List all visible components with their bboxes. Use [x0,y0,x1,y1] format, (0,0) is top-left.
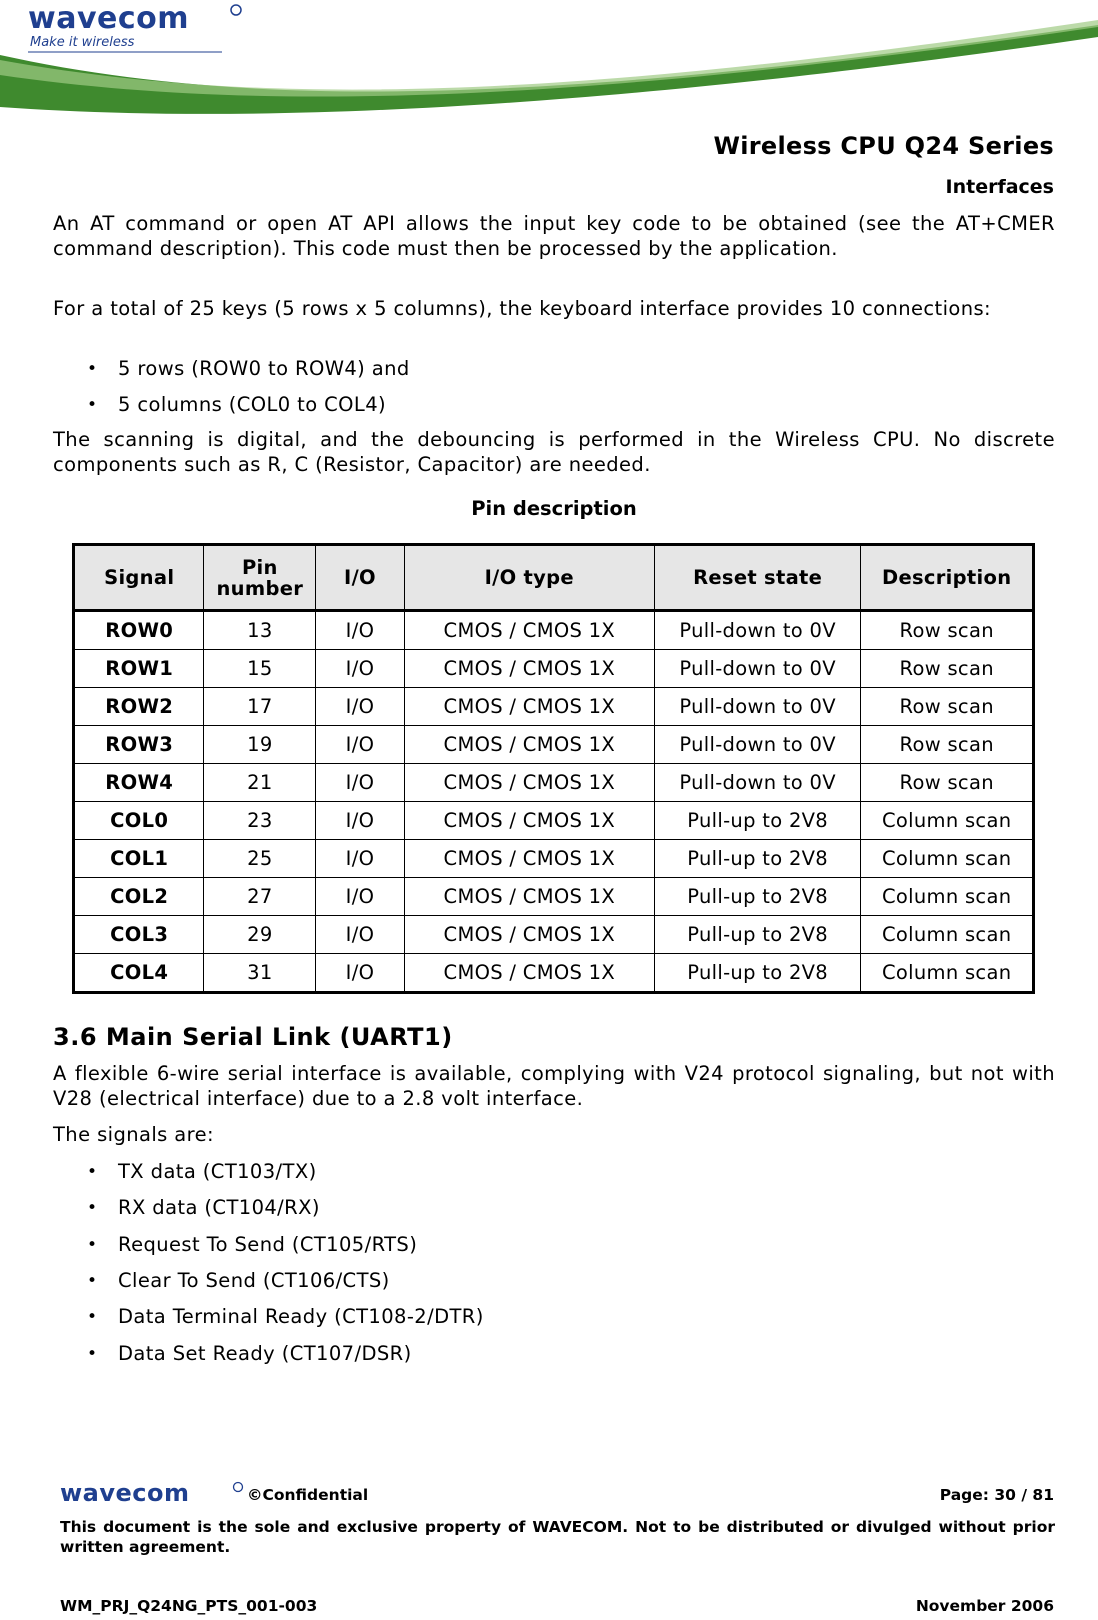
table-row [74,726,1034,764]
table-cell: I/O [316,726,404,764]
table-cell: 31 [204,954,316,993]
table-cell: 13 [204,611,316,650]
table-caption: Pin description [471,497,637,520]
header-swoosh [0,15,1098,135]
column-header: Reset state [654,545,861,611]
table-cell: COL1 [74,840,204,878]
wavecom-footer-logo [60,1481,246,1505]
list-item: • RX data (CT104/RX) [118,1196,320,1220]
column-header: Description [861,545,1034,611]
paragraph-at-command: An AT command or open AT API allows the input key code to be obtained (see the AT+CMER command description). This code must then be processed by the application. [53,212,1055,260]
section-heading: 3.6 Main Serial Link (UART1) [53,1023,453,1051]
section-name: Interfaces [945,176,1054,198]
table-cell: Pull-up to 2V8 [654,840,861,878]
table-cell: Pull-down to 0V [654,688,861,726]
column-header: I/O [316,545,404,611]
list-item: • 5 rows (ROW0 to ROW4) and [118,357,410,381]
table-cell: Row scan [861,650,1034,688]
ownership-notice: This document is the sole and exclusive property of WAVECOM. Not to be distributed or divulged without prior written agreement. [60,1518,1055,1556]
list-item: • 5 columns (COL0 to COL4) [118,393,386,417]
table-cell: Row scan [861,726,1034,764]
paragraph-signals-intro: The signals are: [53,1123,215,1146]
paragraph-keys: For a total of 25 keys (5 rows x 5 columns), the keyboard interface provides 10 connections: [53,297,992,320]
table-row [74,878,1034,916]
table-cell: I/O [316,688,404,726]
table-cell: CMOS / CMOS 1X [404,840,654,878]
table-row [74,840,1034,878]
table-cell: CMOS / CMOS 1X [404,726,654,764]
list-item: • Request To Send (CT105/RTS) [118,1233,417,1257]
table-cell: Pull-down to 0V [654,764,861,802]
table-cell: I/O [316,878,404,916]
table-cell: 25 [204,840,316,878]
list-item: • Data Set Ready (CT107/DSR) [118,1342,412,1366]
table-cell: COL3 [74,916,204,954]
footer-logo-mark-icon [234,1483,243,1492]
paragraph-scanning: The scanning is digital, and the debouncing is performed in the Wireless CPU. No discrete components such as R, C (Resistor, Capacitor) are needed. [53,428,1055,476]
table-cell: CMOS / CMOS 1X [404,688,654,726]
table-row [74,650,1034,688]
confidential-label: ©Confidential [247,1486,369,1504]
footer-logo-wordmark: wavecom [60,1481,190,1505]
table-cell: CMOS / CMOS 1X [404,916,654,954]
table-cell: I/O [316,840,404,878]
table-cell: Row scan [861,764,1034,802]
table-cell: Column scan [861,802,1034,840]
table-cell: I/O [316,650,404,688]
table-row [74,688,1034,726]
table-cell: Row scan [861,611,1034,650]
table-cell: ROW0 [74,611,204,650]
table-cell: COL0 [74,802,204,840]
table-row [74,954,1034,993]
table-cell: 21 [204,764,316,802]
table-cell: I/O [316,954,404,993]
table-cell: 17 [204,688,316,726]
table-cell: Column scan [861,878,1034,916]
table-row [74,802,1034,840]
table-cell: COL4 [74,954,204,993]
logo-wordmark: wavecom [28,2,190,36]
table-cell: COL2 [74,878,204,916]
table-cell: Pull-down to 0V [654,611,861,650]
table-cell: CMOS / CMOS 1X [404,878,654,916]
table-cell: ROW1 [74,650,204,688]
table-cell: Pull-up to 2V8 [654,802,861,840]
table-cell: Pull-down to 0V [654,726,861,764]
list-item: • Data Terminal Ready (CT108-2/DTR) [118,1305,484,1329]
table-cell: Column scan [861,916,1034,954]
logo-tagline: Make it wireless [30,35,135,50]
table-cell: CMOS / CMOS 1X [404,611,654,650]
table-cell: I/O [316,611,404,650]
list-item: • TX data (CT103/TX) [118,1160,317,1184]
table-row [74,764,1034,802]
document-reference: WM_PRJ_Q24NG_PTS_001-003 [60,1597,318,1615]
logo-mark-icon [231,5,241,15]
table-row [74,916,1034,954]
table-cell: CMOS / CMOS 1X [404,954,654,993]
table-cell: Pull-up to 2V8 [654,878,861,916]
table-cell: 15 [204,650,316,688]
table-cell: 27 [204,878,316,916]
table-cell: Pull-up to 2V8 [654,954,861,993]
column-header: I/O type [404,545,654,611]
table-cell: I/O [316,802,404,840]
table-cell: ROW3 [74,726,204,764]
table-cell: ROW2 [74,688,204,726]
document-title: Wireless CPU Q24 Series [713,132,1054,160]
table-header-row [74,545,1034,611]
table-cell: Row scan [861,688,1034,726]
table-cell: 19 [204,726,316,764]
table-cell: 23 [204,802,316,840]
table-cell: I/O [316,764,404,802]
paragraph-serial-interface: A flexible 6-wire serial interface is available, complying with V24 protocol signaling, but not with V28 (electrical interface) due to a 2.8 volt interface. [53,1062,1055,1110]
list-item: • Clear To Send (CT106/CTS) [118,1269,390,1293]
table-cell: 29 [204,916,316,954]
table-cell: CMOS / CMOS 1X [404,764,654,802]
column-header: Signal [74,545,204,611]
table-row [74,611,1034,650]
table-cell: Column scan [861,840,1034,878]
table-cell: I/O [316,916,404,954]
column-header: Pin number [204,545,316,611]
table-cell: ROW4 [74,764,204,802]
table-cell: Pull-down to 0V [654,650,861,688]
table-cell: Pull-up to 2V8 [654,916,861,954]
table-cell: CMOS / CMOS 1X [404,650,654,688]
table-cell: CMOS / CMOS 1X [404,802,654,840]
pin-description-table [72,543,1035,994]
page-number: Page: 30 / 81 [939,1486,1054,1504]
document-date: November 2006 [915,1597,1054,1615]
table-cell: Column scan [861,954,1034,993]
